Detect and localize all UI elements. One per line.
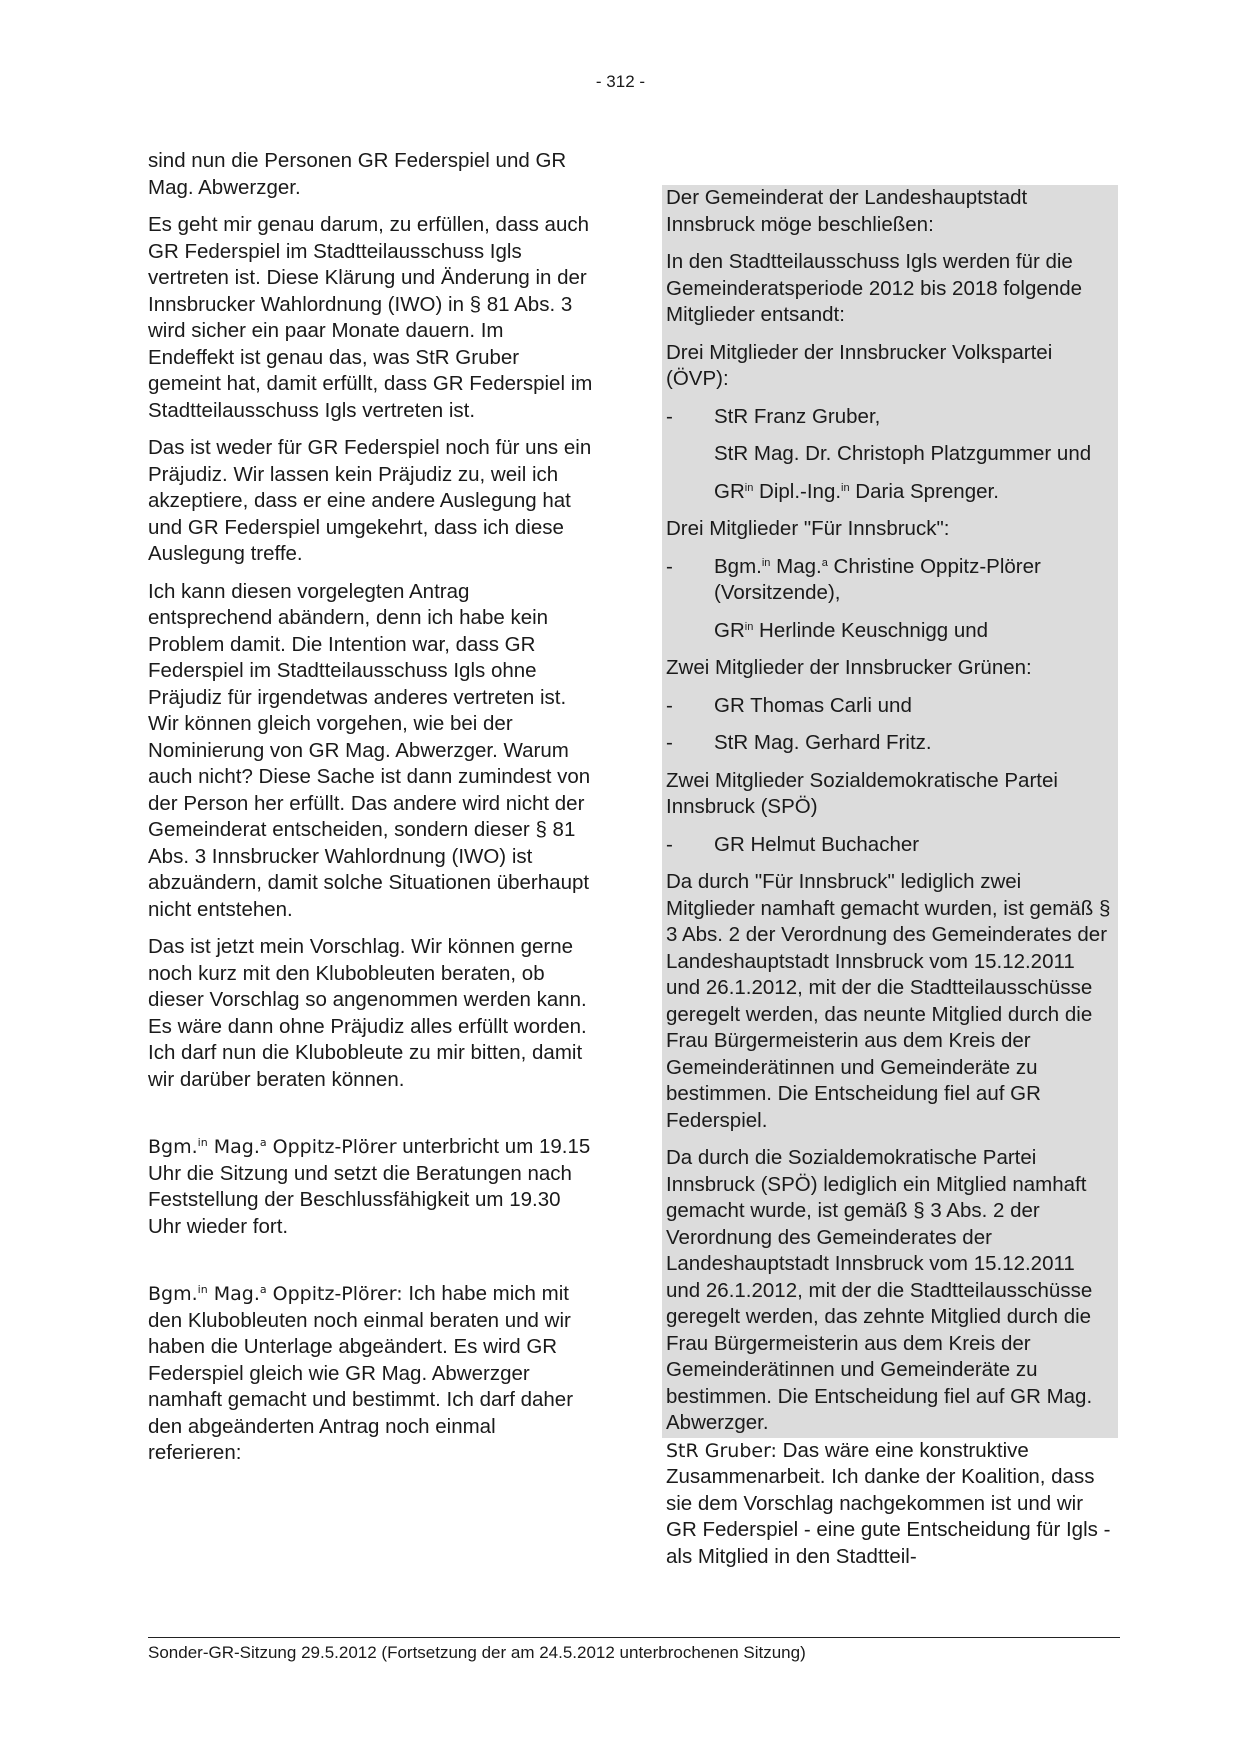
paragraph: Es geht mir genau darum, zu erfüllen, dass auch GR Federspiel im Stadtteilausschuss Igls vertreten ist. Diese Klärung und Änderung in der Innsbrucker Wahlordnung (IWO) in § 81 Abs. 3 wird sicher ein paar Monate dauern. Im Endeffekt ist genau das, was StR Gruber gemeint hat, damit erfüllt, dass GR Federspiel im Stadtteilausschuss Igls vertreten ist.	[148, 213, 593, 422]
paragraph: Das ist weder für GR Federspiel noch für uns ein Präjudiz. Wir lassen kein Präjudiz zu, weil ich akzeptiere, dass er eine andere Auslegung hat und GR Federspiel umgekehrt, dass ich diese Auslegung treffe.	[148, 436, 592, 565]
paragraph: Ich kann diesen vorgelegten Antrag entsprechend abändern, denn ich habe kein Problem damit. Die Intention war, dass GR Federspiel im Stadtteilausschuss Igls ohne Präjudiz für irgendetwas anderes vertreten ist. Wir können gleich vorgehen, wie bei der Nominierung von GR Mag. Abwerzger. Warum auch nicht? Diese Sache ist dann zumindest von der Person her erfüllt. Das andere wird nicht der Gemeinderat entscheiden, sondern dieser § 81 Abs. 3 Innsbrucker Wahlordnung (IWO) ist abzuändern, damit solche Situationen überhaupt nicht entstehen.	[148, 579, 591, 921]
right-column	[666, 185, 1118, 1581]
member-item: - GR Thomas Carli und	[666, 693, 912, 717]
session-interruption-note: Bgm.$^{in}$ Mag.$^a$ Oppitz-Plörer unterbricht um 19.15 Uhr die Sitzung und setzt die Beratungen nach Feststellung der Beschlussfähigkeit um 19.30 Uhr wieder fort.	[148, 1135, 591, 1238]
member-item: $GR^{in}$ Herlinde Keuschnigg und	[714, 618, 989, 642]
paragraph: sind nun die Personen GR Federspiel und GR Mag. Abwerzger.	[148, 149, 567, 199]
speech-paragraph: StR Gruber: Das wäre eine konstruktive Zusammenarbeit. Ich danke der Koalition, dass sie dem Vorschlag nachgekommen ist und wir GR Federspiel - eine gute Entscheidung für Igls - als Mitglied in den Stadtteil-	[666, 1438, 1111, 1568]
motion-box	[662, 185, 1118, 1438]
member-item: - GR Helmut Buchacher	[666, 832, 920, 856]
speech-paragraph: Bgm.$^{in}$ Mag.$^a$ Oppitz-Plörer: Ich habe mich mit den Klubobleuten noch einmal beraten und wir haben die Unterlage abgeändert. Es wird GR Federspiel gleich wie GR Mag. Abwerzger namhaft gemacht und bestimmt. Ich darf daher den abgeänderten Antrag noch einmal referieren:	[148, 1282, 574, 1464]
party-heading-gruene: Zwei Mitglieder der Innsbrucker Grünen:	[666, 656, 1032, 679]
footer-divider	[148, 1637, 1120, 1638]
member-item: - Bgm.$^{in}$ Mag.$^a$ Christine Oppitz-Plörer (Vorsitzende),	[666, 554, 1041, 604]
member-item: - StR Mag. Gerhard Fritz.	[666, 731, 932, 754]
paragraph: Das ist jetzt mein Vorschlag. Wir können gerne noch kurz mit den Klubobleuten beraten, ob dieser Vorschlag so angenommen werden kann. Es wäre dann ohne Präjudiz alles erfüllt worden. Ich darf nun die Klubobleute zu mir bitten, damit wir darüber beraten können.	[148, 935, 587, 1091]
motion-note: Da durch "Für Innsbruck" lediglich zwei Mitglieder namhaft gemacht wurden, ist gemäß § 3 Abs. 2 der Verordnung des Gemeinderates der Landeshauptstadt Innsbruck vom 15.12.2011 und 26.1.2012, mit der die Stadtteilausschüsse geregelt werden, das neunte Mitglied durch die Frau Bürgermeisterin aus dem Kreis der Gemeinderätinnen und Gemeinderäte zu bestimmen. Die Entscheidung fiel auf GR Federspiel.	[666, 870, 1111, 1132]
motion-intro: Der Gemeinderat der Landeshauptstadt Innsbruck möge beschließen:	[666, 186, 1028, 236]
page-number: - 312 -	[595, 72, 646, 91]
speaker-name: Bgm.$^{in}$ Mag.$^a$ Oppitz-Plörer:	[148, 1283, 403, 1305]
member-item: StR Mag. Dr. Christoph Platzgummer und	[714, 442, 1092, 465]
member-item: - StR Franz Gruber,	[666, 404, 881, 428]
party-heading-spoe: Zwei Mitglieder Sozialdemokratische Partei Innsbruck (SPÖ)	[666, 768, 1058, 818]
motion-note: Da durch die Sozialdemokratische Partei Innsbruck (SPÖ) lediglich ein Mitglied namhaft gemacht wurde, ist gemäß § 3 Abs. 2 der Verordnung des Gemeinderates der Landeshauptstadt Innsbruck vom 15.12.2011 und 26.1.2012, mit der die Stadtteilausschüsse geregelt werden, das zehnte Mitglied durch die Frau Bürgermeisterin aus dem Kreis der Gemeinderätinnen und Gemeinderäte zu bestimmen. Die Entscheidung fiel auf GR Mag. Abwerzger.	[666, 1146, 1093, 1434]
left-column	[148, 148, 594, 1478]
page-footer: Sonder-GR-Sitzung 29.5.2012 (Fortsetzung der am 24.5.2012 unterbrochenen Sitzung)	[148, 1643, 806, 1662]
speaker-name: Bgm.$^{in}$ Mag.$^a$ Oppitz-Plörer	[148, 1136, 397, 1158]
speaker-name: StR Gruber:	[666, 1439, 777, 1462]
motion-lead: In den Stadtteilausschuss Igls werden für die Gemeinderatsperiode 2012 bis 2018 folgende Mitglieder entsandt:	[666, 250, 1082, 326]
member-item: $GR^{in}$ Dipl.-Ing.$^{in}$ Daria Sprenger.	[714, 479, 999, 503]
party-heading-oevp: Drei Mitglieder der Innsbrucker Volkspartei (ÖVP):	[666, 340, 1053, 390]
party-heading-fi: Drei Mitglieder "Für Innsbruck":	[666, 517, 950, 540]
